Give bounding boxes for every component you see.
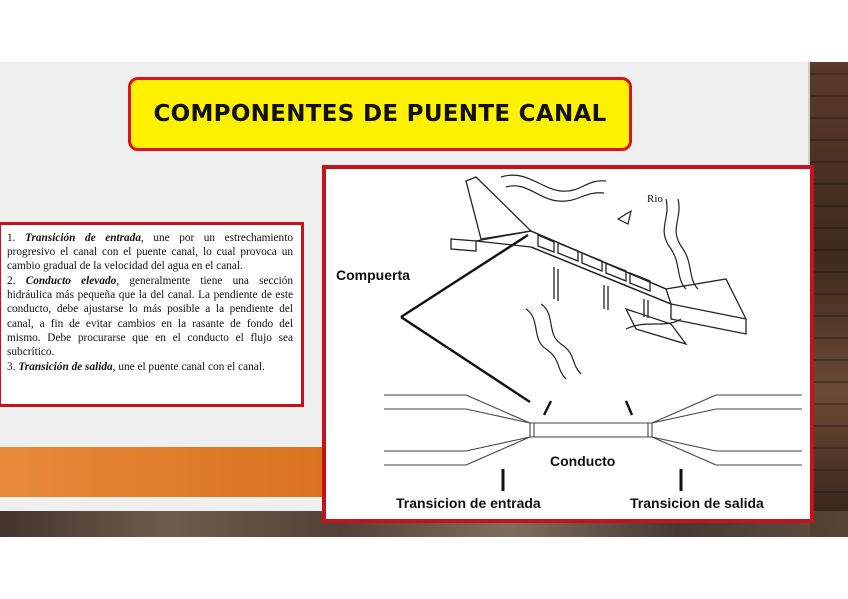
item-number: 1. — [7, 232, 16, 244]
item-number: 3. — [7, 360, 16, 373]
title-box — [128, 77, 632, 151]
list-item — [7, 360, 293, 374]
item-text: , une el puente canal con el canal. — [112, 360, 265, 373]
item-text: , generalmente tiene una sección hidráulica más pequeña que la del canal. La pendiente de este conducto, debe ajustarse lo más posible a la pendiente del canal, a fin de evitar cambios en la rasante de fondo del mismo. Debe procurarse que en el conducto el flujo sea subcrítico. — [7, 275, 293, 358]
transition-pointers — [503, 469, 681, 491]
page-title: COMPONENTES DE PUENTE CANAL — [153, 101, 607, 127]
item-term: Transición de salida — [18, 360, 113, 373]
diagram-box — [322, 165, 814, 523]
slide — [0, 62, 848, 537]
components-text-box — [0, 222, 304, 407]
item-number: 2. — [7, 275, 16, 288]
list-item — [7, 274, 293, 359]
compuerta-pointers — [401, 235, 530, 402]
list-item — [7, 231, 293, 273]
conducto-label: Conducto — [550, 453, 616, 469]
item-term: Conducto elevado — [25, 275, 117, 288]
river-arrow-icon — [618, 211, 631, 224]
transicion-salida-label: Transicion de salida — [630, 495, 764, 511]
conducto-pointers — [544, 401, 632, 415]
orange-accent-band — [0, 447, 322, 497]
compuerta-label: Compuerta — [336, 267, 410, 283]
bridge-drawing — [451, 177, 746, 344]
transicion-entrada-label: Transicion de entrada — [396, 495, 541, 511]
river-lines — [501, 175, 698, 379]
item-text: , une por un estrechamiento progresivo el canal con el puente canal, lo cual provoca un cambio gradual de la velocidad del agua en el canal. — [7, 232, 293, 273]
rio-label: Rio — [647, 193, 663, 205]
brick-wall-right — [810, 62, 848, 537]
item-term: Transición de entrada — [25, 232, 141, 244]
